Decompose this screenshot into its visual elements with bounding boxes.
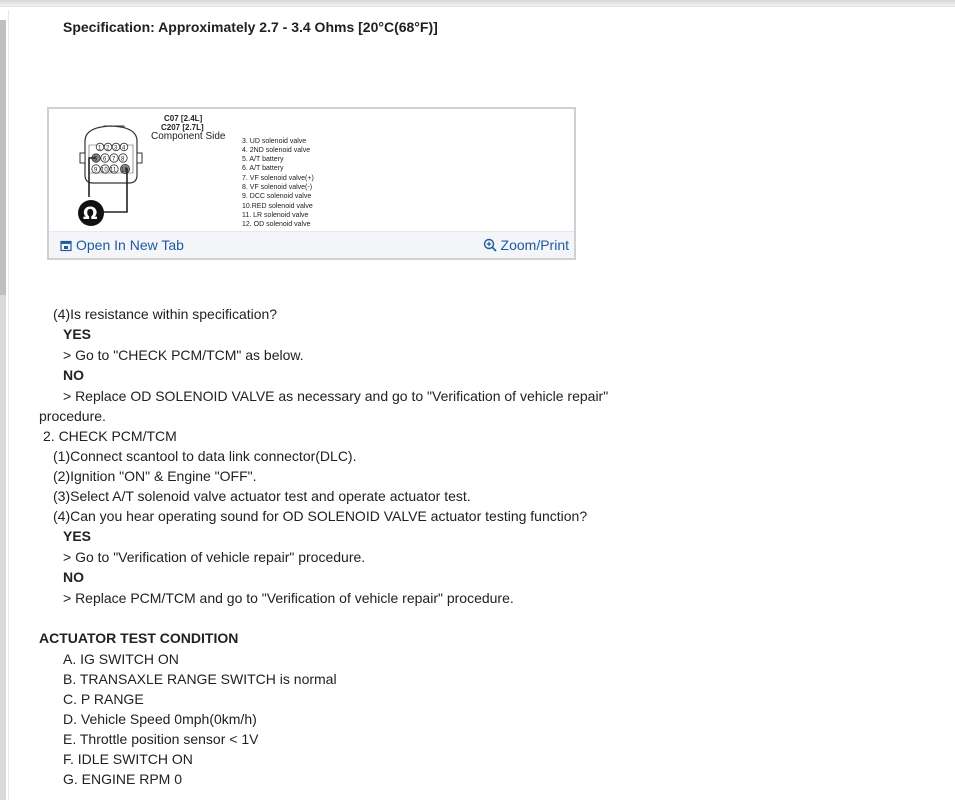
- no-action: > Replace PCM/TCM and go to "Verification of vehicle repair" procedure.: [63, 590, 514, 606]
- yes-label: YES: [63, 528, 92, 544]
- step-3: (3)Select A/T solenoid valve actuator test and operate actuator test.: [53, 488, 471, 504]
- pin-7: 7: [112, 156, 116, 163]
- connector-diagram: [49, 109, 574, 233]
- legend-item: 12. OD solenoid valve: [242, 221, 311, 228]
- legend-item: 3. UD solenoid valve: [242, 138, 307, 145]
- pin-5: 5: [94, 156, 98, 163]
- condition-item: G. ENGINE RPM 0: [63, 771, 183, 787]
- legend-item: 8. VF solenoid valve(-): [242, 184, 313, 191]
- section-check-pcm-tcm: 2. CHECK PCM/TCM: [43, 428, 177, 444]
- pin-legend: [242, 138, 314, 228]
- open-in-new-tab-label: Open In New Tab: [76, 237, 184, 253]
- legend-item: 11. LR solenoid valve: [242, 212, 309, 219]
- no-action-continued: procedure.: [39, 408, 106, 424]
- no-action: > Replace OD SOLENOID VALVE as necessary and go to "Verification of vehicle repair": [63, 388, 609, 404]
- pin-1: 1: [98, 145, 102, 152]
- figure-toolbar: [49, 231, 574, 258]
- legend-item: 4. 2ND solenoid valve: [242, 147, 311, 154]
- open-in-new-tab-link[interactable]: [60, 235, 184, 255]
- specification-text: Specification: Approximately 2.7 - 3.4 Ohms [20°C(68°F)]: [63, 19, 438, 35]
- yes-action: > Go to "CHECK PCM/TCM" as below.: [63, 347, 304, 363]
- top-shadow: [0, 0, 955, 7]
- ohmmeter-icon: [78, 200, 104, 226]
- yes-label: YES: [63, 326, 92, 342]
- no-label: NO: [63, 367, 84, 383]
- zoom-print-label: Zoom/Print: [500, 237, 569, 253]
- pin-10: 10: [101, 167, 108, 174]
- pin-3: 3: [114, 145, 118, 152]
- step-2: (2)Ignition "ON" & Engine "OFF".: [53, 468, 257, 484]
- pin-6: 6: [103, 156, 107, 163]
- connector-label-3: Component Side: [151, 131, 226, 142]
- step-question-resistance: (4)Is resistance within specification?: [53, 306, 278, 322]
- connector-figure: [47, 107, 576, 260]
- legend-item: 10.RED solenoid valve: [242, 203, 313, 210]
- pin-12: 12: [121, 167, 128, 174]
- condition-item: E. Throttle position sensor < 1V: [63, 731, 259, 747]
- legend-item: 6. A/T battery: [242, 165, 284, 172]
- pin-4: 4: [122, 145, 126, 152]
- legend-item: 9. DCC solenoid valve: [242, 193, 312, 200]
- step-1: (1)Connect scantool to data link connector(DLC).: [53, 448, 357, 464]
- zoom-in-icon: [483, 238, 497, 252]
- zoom-print-link[interactable]: [483, 235, 569, 255]
- yes-action: > Go to "Verification of vehicle repair" procedure.: [63, 549, 366, 565]
- connector-label-1: C07 [2.4L]: [164, 114, 203, 123]
- condition-item: F. IDLE SWITCH ON: [63, 751, 193, 767]
- ohm-symbol: Ω: [83, 204, 98, 224]
- content-border: [8, 10, 9, 800]
- condition-item: B. TRANSAXLE RANGE SWITCH is normal: [63, 671, 337, 687]
- pin-9: 9: [94, 167, 98, 174]
- pin-2: 2: [106, 145, 110, 152]
- pin-11: 11: [110, 167, 117, 174]
- pin-8: 8: [121, 156, 125, 163]
- legend-item: 5. A/T battery: [242, 156, 284, 163]
- condition-item: D. Vehicle Speed 0mph(0km/h): [63, 711, 257, 727]
- actuator-heading: ACTUATOR TEST CONDITION: [39, 630, 239, 646]
- step-4: (4)Can you hear operating sound for OD SOLENOID VALVE actuator testing function?: [53, 508, 588, 524]
- no-label: NO: [63, 569, 84, 585]
- scrollbar-thumb[interactable]: [0, 20, 6, 295]
- scrollbar[interactable]: [0, 20, 6, 800]
- condition-item: C. P RANGE: [63, 691, 144, 707]
- condition-item: A. IG SWITCH ON: [63, 651, 179, 667]
- connector-label-2: C207 [2.7L]: [161, 123, 204, 132]
- legend-item: 7. VF solenoid valve(+): [242, 175, 314, 182]
- new-tab-icon: [60, 240, 72, 252]
